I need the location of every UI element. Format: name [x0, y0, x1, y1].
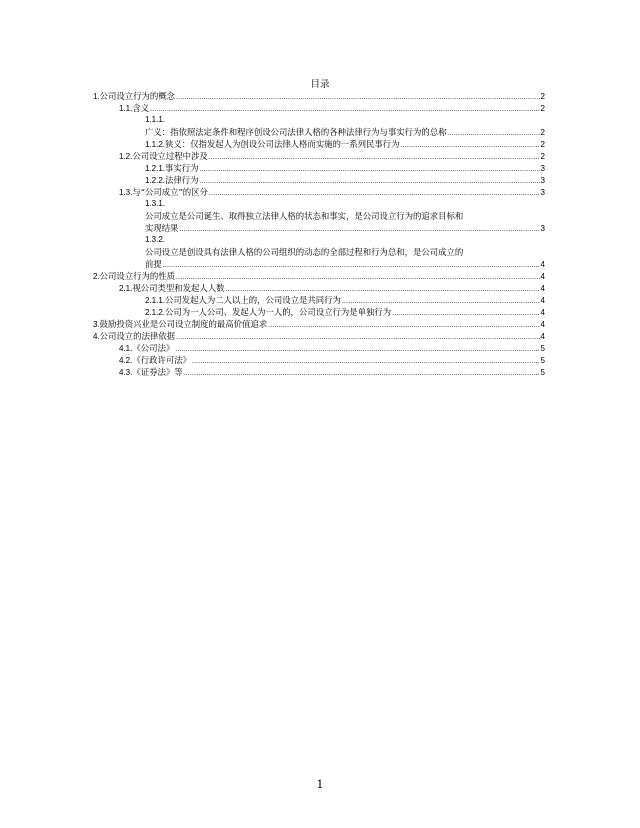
- toc-entry-number: 2.: [93, 272, 100, 281]
- toc-entry-1-1-1[interactable]: [145, 114, 545, 140]
- toc-entry-number: 4.1.: [119, 344, 133, 353]
- toc-entry-number: 2.1.: [119, 284, 133, 293]
- toc-entry-number: 1.1.1.: [145, 115, 166, 124]
- toc-entry-number: 4.: [93, 332, 100, 341]
- leader-dots: [184, 366, 540, 380]
- toc-page-number: 5: [540, 368, 545, 377]
- toc-entry-text: 公司设立是创设具有法律人格的公司组织的动态的全部过程和行为总和，是公司成立的: [145, 247, 464, 257]
- toc-entry-text: 鼓励投资兴业是公司设立制度的最高价值追求: [99, 319, 268, 329]
- toc-entry-number: 1.1.: [119, 104, 133, 113]
- toc-page-number: 2: [540, 152, 545, 161]
- toc-entry-text: 与“公司成立”的区分: [132, 187, 208, 197]
- toc-entry-text: 含义: [132, 103, 150, 113]
- toc-entry-number: 4.2.: [119, 356, 133, 365]
- toc-page-number: 2: [540, 104, 545, 113]
- toc-entry-text: 视公司类型和发起人人数: [132, 283, 225, 293]
- toc-page-number: 4: [540, 272, 545, 281]
- toc-page-number: 4: [540, 308, 545, 317]
- toc-entry-number: 1.2.: [119, 152, 133, 161]
- toc-page-number: 3: [540, 188, 545, 197]
- toc-entry-4-3[interactable]: [119, 366, 545, 380]
- toc-entry-1-3-1[interactable]: [145, 198, 545, 236]
- toc-page-number: 2: [540, 140, 545, 149]
- toc-page-number: 4: [540, 296, 545, 305]
- toc-entry-1-3-2[interactable]: [145, 234, 545, 272]
- toc-entry-number: 3.: [93, 320, 100, 329]
- toc-entry-text: 《公司法》: [132, 343, 175, 353]
- toc-entry-text: 公司设立过程中涉及: [132, 151, 208, 161]
- toc-entry-text: 公司设立行为的概念: [99, 91, 176, 101]
- toc-entry-number: 4.3.: [119, 368, 133, 377]
- toc-entry-text: 公司设立的法律依据: [99, 331, 176, 341]
- toc-entry-text: 广义：指依照法定条件和程序创设公司法律人格的各种法律行为与事实行为的总称: [145, 127, 447, 137]
- toc-page-number: 2: [540, 92, 545, 101]
- toc-entry-number: 1.2.1.: [145, 164, 166, 173]
- toc-page-number: 4: [540, 332, 545, 341]
- toc-entry-text: 公司为一人公司、发起人为一人的，公司设立行为是单独行为: [165, 307, 392, 317]
- toc-page-number: 3: [540, 176, 545, 185]
- toc-entry-number: 1.: [93, 92, 100, 101]
- toc-page-number: 5: [540, 344, 545, 353]
- toc-page-number: 3: [540, 224, 545, 233]
- toc-page-number: 4: [540, 260, 545, 269]
- toc-entry-text: 《行政许可法》: [132, 355, 191, 365]
- toc-entry-number: 1.3.1.: [145, 199, 166, 208]
- page-footer-number: 1: [316, 778, 324, 791]
- toc-page-number: 2: [540, 128, 545, 137]
- toc-entry-number: 2.1.1.: [145, 296, 166, 305]
- toc-entry-text: 狭义：仅指发起人为创设公司法律人格而实施的一系列民事行为: [165, 139, 400, 149]
- toc-entry-text: 公司发起人为二人以上的，公司设立是共同行为: [165, 295, 341, 305]
- toc-entry-text: 公司设立行为的性质: [99, 271, 176, 281]
- toc-entry-number: 2.1.2.: [145, 308, 166, 317]
- toc-page-number: 4: [540, 320, 545, 329]
- toc-entry-text: 《证券法》等: [132, 367, 183, 377]
- toc-entry-number: 1.3.2.: [145, 235, 166, 244]
- toc-entry-number: 1.2.2.: [145, 176, 166, 185]
- toc-entry-text: 法律行为: [165, 175, 199, 185]
- toc-entry-text-continued: 实现结果: [145, 223, 179, 233]
- toc-page-number: 4: [540, 284, 545, 293]
- toc-entry-text: 公司成立是公司诞生、取得独立法律人格的状态和事实，是公司设立行为的追求目标和: [145, 211, 464, 221]
- toc-entry-number: 1.1.2.: [145, 140, 166, 149]
- toc-entry-number: 1.3.: [119, 188, 133, 197]
- toc-title: 目录: [310, 79, 330, 90]
- toc-page-number: 5: [540, 356, 545, 365]
- toc-entry-text-continued: 前提: [145, 259, 162, 269]
- toc-page-number: 3: [540, 164, 545, 173]
- toc-entry-text: 事实行为: [165, 163, 199, 173]
